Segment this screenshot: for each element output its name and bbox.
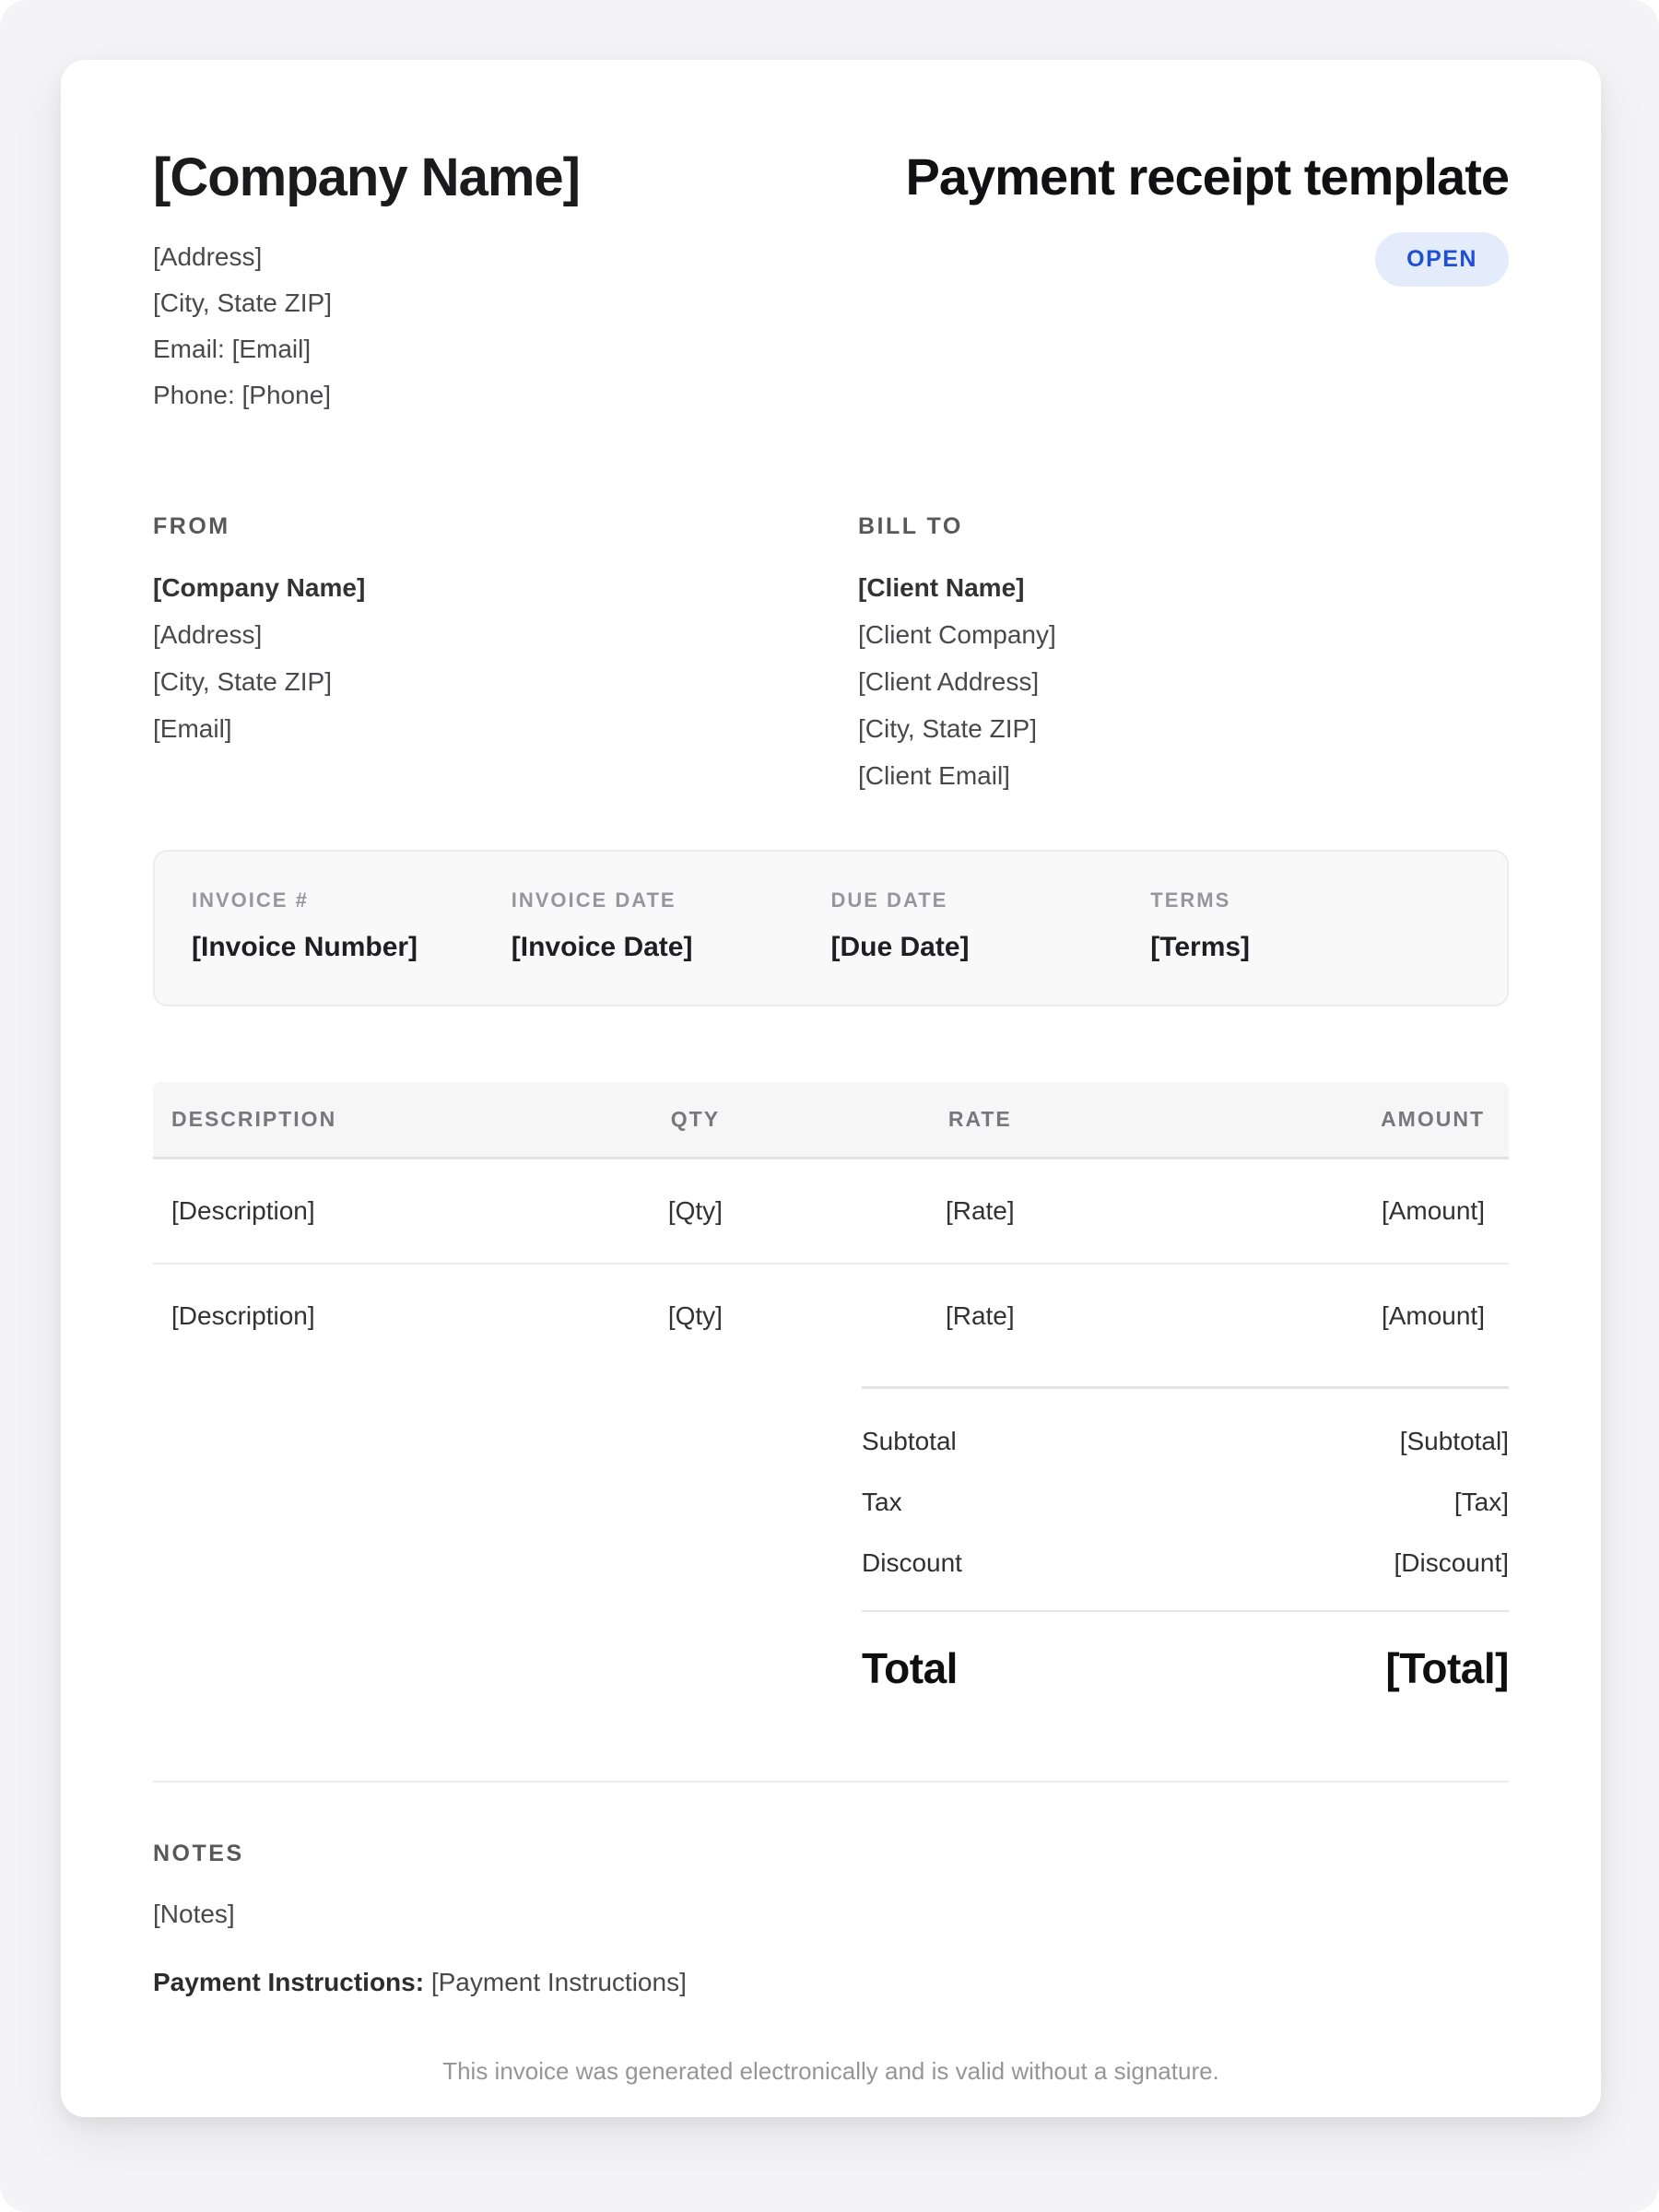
invoice-card [61, 60, 1601, 2117]
notes-label: NOTES [153, 1841, 244, 1866]
invoice-number-label: INVOICE # [192, 888, 309, 912]
page-title: Payment receipt template [905, 147, 1509, 206]
subtotal-value: [Subtotal] [1399, 1427, 1509, 1455]
notes-divider [153, 1781, 1509, 1783]
client-email: [Client Email] [858, 761, 1010, 790]
from-email: [Email] [153, 714, 232, 743]
table-header [153, 1082, 1509, 1159]
invoice-date-label: INVOICE DATE [511, 888, 677, 912]
meta-terms [1150, 888, 1470, 964]
client-company: [Client Company] [858, 620, 1056, 649]
subtotal-row [862, 1426, 1509, 1457]
table-row [153, 1264, 1509, 1368]
client-city-state-zip: [City, State ZIP] [858, 714, 1037, 743]
company-block [153, 147, 580, 418]
row-rate: [Rate] [945, 1301, 1015, 1330]
line-items-table [153, 1082, 1509, 1368]
tax-label: Tax [862, 1488, 902, 1516]
invoice-meta-box [153, 850, 1509, 1006]
row-amount: [Amount] [1381, 1301, 1485, 1330]
amount-column-header: AMOUNT [1129, 1082, 1509, 1159]
company-email: Email: [Email] [153, 335, 312, 363]
total-label: Total [862, 1644, 958, 1692]
row-description: [Description] [153, 1159, 559, 1265]
rate-column-header: RATE [830, 1082, 1129, 1159]
due-date-value: [Due Date] [830, 932, 970, 962]
total-value: [Total] [1385, 1644, 1509, 1692]
row-rate: [Rate] [830, 1159, 1129, 1265]
notes-section [153, 1840, 1509, 2006]
totals-section [862, 1386, 1509, 1693]
company-phone: Phone: [Phone] [153, 381, 332, 409]
company-name: [Company Name] [153, 147, 580, 207]
qty-column-header: QTY [559, 1082, 830, 1159]
company-city-state-zip: [City, State ZIP] [153, 288, 332, 317]
meta-invoice-date [512, 888, 831, 964]
discount-value: [Discount] [1394, 1548, 1509, 1577]
invoice-date-value: [Invoice Date] [511, 932, 693, 962]
footer-disclaimer: This invoice was generated electronically and is valid without a signature. [442, 2057, 1219, 2085]
row-qty: [Qty] [559, 1159, 830, 1265]
meta-due-date [831, 888, 1151, 964]
from-company-name: [Company Name] [153, 573, 366, 602]
due-date-label: DUE DATE [830, 888, 948, 912]
row-qty: [Qty] [667, 1301, 723, 1330]
table-row [153, 1159, 1509, 1265]
payment-instructions-line [153, 1959, 1509, 2006]
tax-value: [Tax] [1453, 1488, 1509, 1516]
from-city-state-zip: [City, State ZIP] [153, 667, 332, 696]
invoice-number-value: [Invoice Number] [192, 932, 418, 962]
description-column-header: DESCRIPTION [153, 1082, 559, 1159]
bill-to-label: BILL TO [858, 513, 963, 539]
row-description: [Description] [171, 1301, 315, 1330]
discount-label: Discount [862, 1548, 962, 1577]
tax-row [862, 1487, 1509, 1518]
terms-label: TERMS [1150, 888, 1231, 912]
parties-section [153, 512, 1509, 799]
open-badge[interactable]: OPEN [1375, 232, 1509, 287]
from-block [153, 512, 858, 799]
company-address: [Address] [153, 242, 263, 271]
subtotal-label: Subtotal [862, 1427, 957, 1455]
discount-row [862, 1547, 1509, 1579]
row-amount: [Amount] [1129, 1159, 1509, 1265]
payment-instructions-label: Payment Instructions: [153, 1968, 425, 1996]
terms-value: [Terms] [1150, 932, 1251, 962]
meta-invoice-number [192, 888, 512, 964]
client-name: [Client Name] [858, 573, 1025, 602]
notes-body: [Notes] [153, 1900, 235, 1928]
total-row [862, 1610, 1509, 1693]
from-label: FROM [153, 513, 230, 539]
header [153, 147, 1509, 418]
client-address: [Client Address] [858, 667, 1040, 696]
title-block [906, 147, 1509, 287]
from-address: [Address] [153, 620, 263, 649]
bill-to-block [858, 512, 1509, 799]
payment-instructions-value: [Payment Instructions] [430, 1968, 687, 1996]
